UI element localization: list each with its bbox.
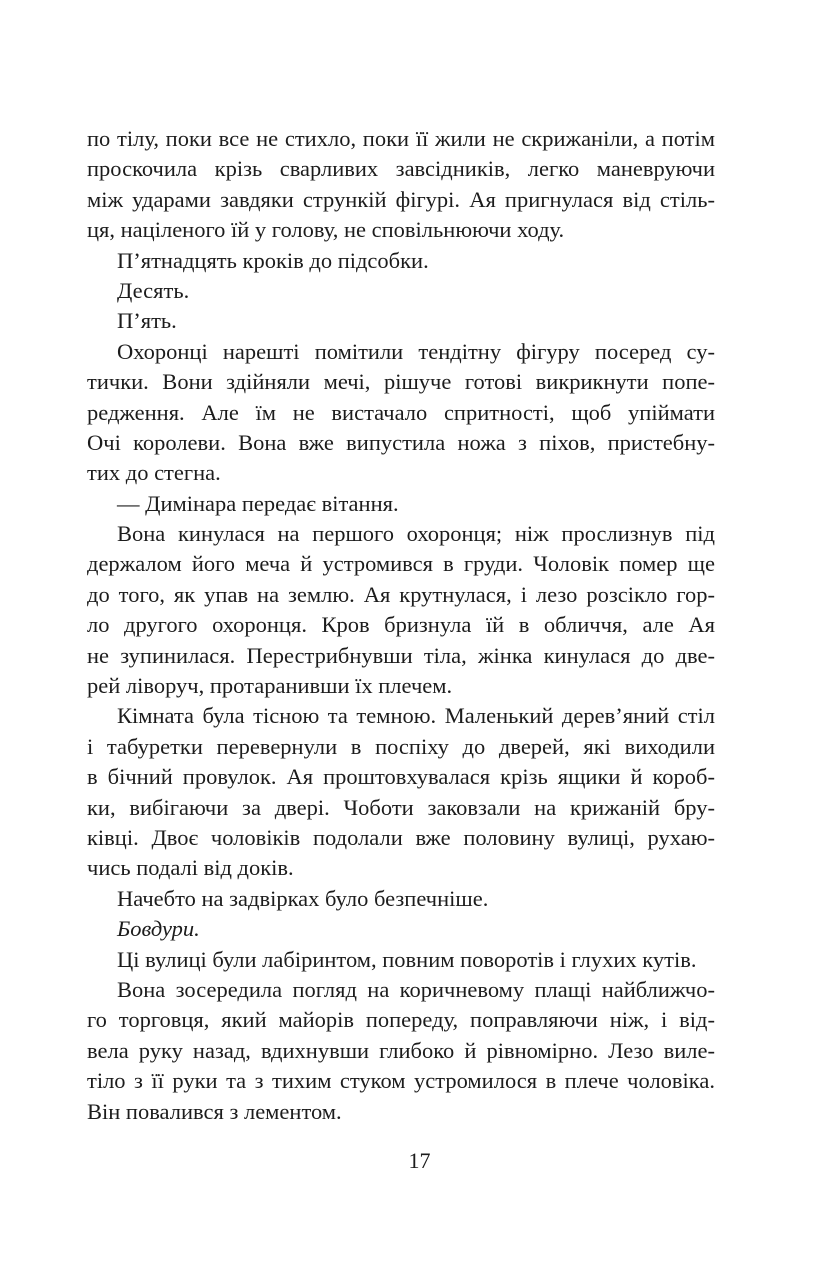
text-line: не зупинилася. Перестрибнувши тіла, жінка кинулася до две- xyxy=(87,642,715,668)
text-line: в бічний провулок. Ая проштовхувалася крізь ящики й короб- xyxy=(87,764,715,790)
text-line: Начебто на задвірках було безпечніше. xyxy=(117,885,489,911)
text-line: Вона зосередила погляд на коричневому плащі найближчо- xyxy=(117,976,715,1002)
text-line: вела руку назад, вдихнувши глибоко й рівномірно. Лезо виле- xyxy=(87,1037,715,1063)
text-line: П’ятнадцять кроків до підсобки. xyxy=(117,247,429,273)
text-line: тих до стегна. xyxy=(87,460,221,486)
text-line: Вона кинулася на першого охоронця; ніж прослизнув під xyxy=(117,521,715,547)
page-body xyxy=(87,124,715,1127)
text-line: Охоронці нарешті помітили тендітну фігуру посеред су- xyxy=(117,338,715,364)
text-line: ця, націленого їй у голову, не сповільнюючи ходу. xyxy=(87,217,565,243)
text-line: ки, вибігаючи за двері. Чоботи заковзали на крижаній бру- xyxy=(87,794,715,820)
text-line: Кімната була тісною та темною. Маленький дерев’яний стіл xyxy=(117,703,715,729)
text-line: Бовдури. xyxy=(117,916,200,942)
text-line: держалом його меча й устромився в груди. Чоловік помер ще xyxy=(87,551,715,577)
text-line: рей ліворуч, протаранивши їх плечем. xyxy=(87,673,453,699)
text-line: Він повалився з лементом. xyxy=(87,1098,342,1124)
text-line: тички. Вони здійняли мечі, рішуче готові викрикнути попе- xyxy=(87,369,715,395)
text-line: — Димінара передає вітання. xyxy=(117,490,399,516)
text-line: Десять. xyxy=(117,277,190,303)
text-line: редження. Але їм не вистачало спритності, щоб упіймати xyxy=(87,399,715,425)
text-line: Ці вулиці були лабіринтом, повним поворотів і глухих кутів. xyxy=(117,946,697,972)
text-line: і табуретки перевернули в поспіху до дверей, які виходили xyxy=(87,733,715,759)
text-line: ківці. Двоє чоловіків подолали вже половину вулиці, рухаю- xyxy=(87,824,715,850)
text-line: проскочила крізь сварливих завсідників, легко маневруючи xyxy=(87,156,715,182)
text-line: між ударами завдяки стрункій фігурі. Ая пригнулася від стіль- xyxy=(87,186,715,212)
page-number: 17 xyxy=(408,1148,431,1173)
text-line: Очі королеви. Вона вже випустила ножа з піхов, пристебну- xyxy=(87,429,715,455)
text-line: П’ять. xyxy=(117,308,177,334)
text-line: до того, як упав на землю. Ая крутнулася, і лезо розсікло гор- xyxy=(87,581,715,607)
text-line: тіло з її руки та з тихим стуком устромилося в плече чоловіка. xyxy=(87,1068,715,1094)
text-line: по тілу, поки все не стихло, поки її жили не скрижаніли, а потім xyxy=(87,126,715,151)
text-line: ло другого охоронця. Кров бризнула їй в обличчя, але Ая xyxy=(87,612,715,638)
text-line: го торговця, який майорів попереду, поправляючи ніж, і від- xyxy=(87,1007,715,1033)
text-line: чись подалі від доків. xyxy=(87,855,294,881)
